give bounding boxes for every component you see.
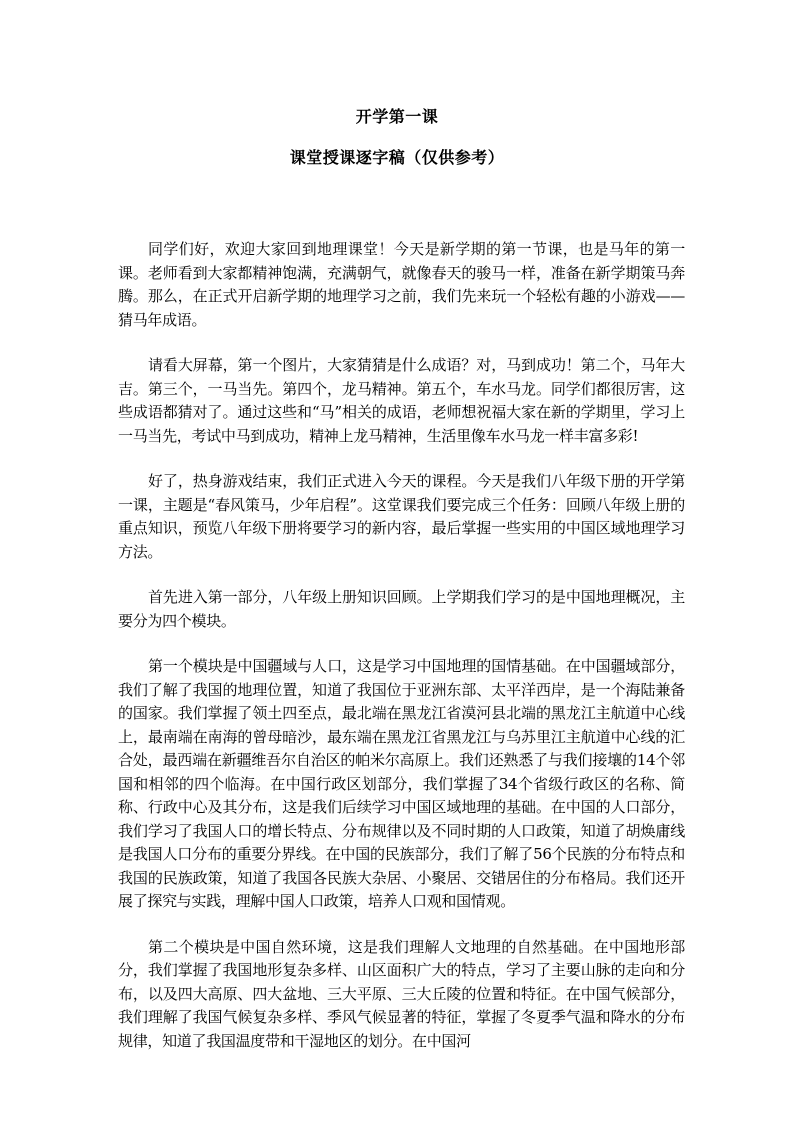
page-title: 开学第一课 <box>355 107 439 126</box>
paragraph: 第一个模块是中国疆域与人口，这是学习中国地理的国情基础。在中国疆域部分，我们了解了我国的地理位置，知道了我国位于亚洲东部、太平洋西岸，是一个海陆兼备的国家。我们掌握了领土四至点，最北端在黑龙江省漠河县北端的黑龙江主航道中心线上，最南端在南海的曾母暗沙，最东端在黑龙江省黑龙江与乌苏里江主航道中心线的汇合处，最西端在新疆维吾尔自治区的帕米尔高原上。我们还熟悉了与我们接壤的14个邻国和相邻的四个临海。在中国行政区划部分，我们掌握了34个省级行政区的名称、简称、行政中心及其分布，这是我们后续学习中国区域地理的基础。在中国的人口部分，我们学习了我国人口的增长特点、分布规律以及不同时期的人口政策，知道了胡焕庸线是我国人口分布的重要分界线。在中国的民族部分，我们了解了56个民族的分布特点和我国的民族政策，知道了我国各民族大杂居、小聚居、交错居住的分布格局。我们还开展了探究与实践，理解中国人口政策，培养人口观和国情观。 <box>118 657 685 910</box>
paragraph: 首先进入第一部分，八年级上册知识回顾。上学期我们学习的是中国地理概况，主要分为四个模块。 <box>118 588 685 630</box>
paragraph: 请看大屏幕，第一个图片，大家猜猜是什么成语？对，马到成功！第二个，马年大吉。第三个，一马当先。第四个，龙马精神。第五个，车水马龙。同学们都很厉害，这些成语都猜对了。通过这些和“马”相关的成语，老师想祝福大家在新的学期里，学习上一马当先，考试中马到成功，精神上龙马精神，生活里像车水马龙一样丰富多彩! <box>118 356 685 445</box>
paragraph: 第二个模块是中国自然环境，这是我们理解人文地理的自然基础。在中国地形部分，我们掌握了我国地形复杂多样、山区面积广大的特点，学习了主要山脉的走向和分布，以及四大高原、四大盆地、三大平原、三大丘陵的位置和特征。在中国气候部分，我们理解了我国气候复杂多样、季风气候显著的特征，掌握了冬夏季气温和降水的分布规律，知道了我国温度带和干湿地区的划分。在中国河 <box>118 937 685 1050</box>
paragraph: 好了，热身游戏结束，我们正式进入今天的课程。今天是我们八年级下册的开学第一课，主题是“春风策马，少年启程”。这堂课我们要完成三个任务：回顾八年级上册的重点知识，预览八年级下册将要学习的新内容，最后掌握一些实用的中国区域地理学习方法。 <box>118 472 685 561</box>
paragraph: 同学们好，欢迎大家回到地理课堂！今天是新学期的第一节课，也是马年的第一课。老师看到大家都精神饱满，充满朝气，就像春天的骏马一样，准备在新学期策马奔腾。那么，在正式开启新学期的地理学习之前，我们先来玩一个轻松有趣的小游戏——猜马年成语。 <box>118 240 685 329</box>
page-subtitle: 课堂授课逐字稿（仅供参考） <box>289 148 505 167</box>
document-body <box>118 238 685 1075</box>
